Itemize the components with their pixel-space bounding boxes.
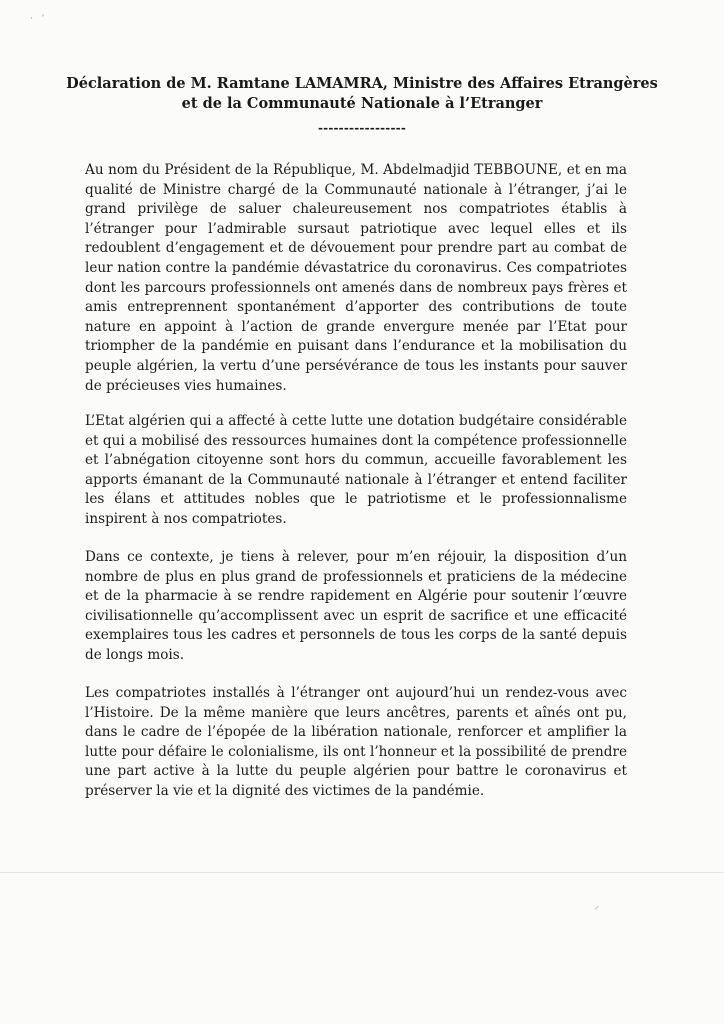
title-line-2: et de la Communauté Nationale à l’Etranger <box>181 95 543 112</box>
paragraph-4: Les compatriotes installés à l’étranger ont aujourd’hui un rendez-vous avec l’Histoire. De la même manière que leurs ancêtres, parents et aînés ont pu, dans le cadre de l’épopée de la libération nationale, renforcer et amplifier la lutte pour défaire le colonialisme, ils ont l’honneur et la possibilité de prendre une part active à la lutte du peuple algérien pour battre le coronavirus et préserver la vie et la dignité des victimes de la pandémie. <box>85 685 627 799</box>
title-line-1: Déclaration de M. Ramtane LAMAMRA, Ministre des Affaires Etrangères <box>66 75 658 92</box>
scan-mark-bottom-right: ⸝ <box>594 899 600 912</box>
paragraph-1: Au nom du Président de la République, M. Abdelmadjid TEBBOUNE, et en ma qualité de Ministre chargé de la Communauté nationale à l’étranger, j’ai le grand privilège de saluer chaleureusement nos compatriotes établis à l’étranger pour l’admirable sursaut patriotique avec lequel elles et ils redoublent d’engagement et de dévouement pour prendre part au combat de leur nation contre la pandémie dévastatrice du coronavirus. Ces compatriotes dont les parcours professionnels ont amenés dans de nombreux pays frères et amis entreprennent spontanément d’apporter des contributions de toute nature en appoint à l’action de grande envergure menée par l’Etat pour triompher de la pandémie en puisant dans l’endurance et la mobilisation du peuple algérien, la vertu d’une persévérance de tous les instants pour sauver de précieuses vies humaines. <box>85 162 627 394</box>
paragraph-3: Dans ce contexte, je tiens à relever, pour m’en réjouir, la disposition d’un nombre de plus en plus grand de professionnels et praticiens de la médecine et de la pharmacie à se rendre rapidement en Algérie pour soutenir l’œuvre civilisationnelle qu’accomplissent avec un esprit de sacrifice et une efficacité exemplaires tous les cadres et personnels de tous les corps de la santé depuis de longs mois. <box>85 549 627 663</box>
document-title <box>60 74 664 114</box>
title-separator: ----------------- <box>317 121 407 135</box>
scan-fold-line <box>0 872 724 873</box>
paragraph-2: L’Etat algérien qui a affecté à cette lutte une dotation budgétaire considérable et qui a mobilisé des ressources humaines dont la compétence professionnelle et l’abnégation citoyenne sont hors du commun, accueille favorablement les apports émanant de la Communauté nationale à l’étranger et entend faciliter les élans et attitudes nobles que le patriotisme et le professionnalisme inspirent à nos compatriotes. <box>85 413 627 527</box>
scan-mark-top-left: · ʼ <box>30 14 45 24</box>
